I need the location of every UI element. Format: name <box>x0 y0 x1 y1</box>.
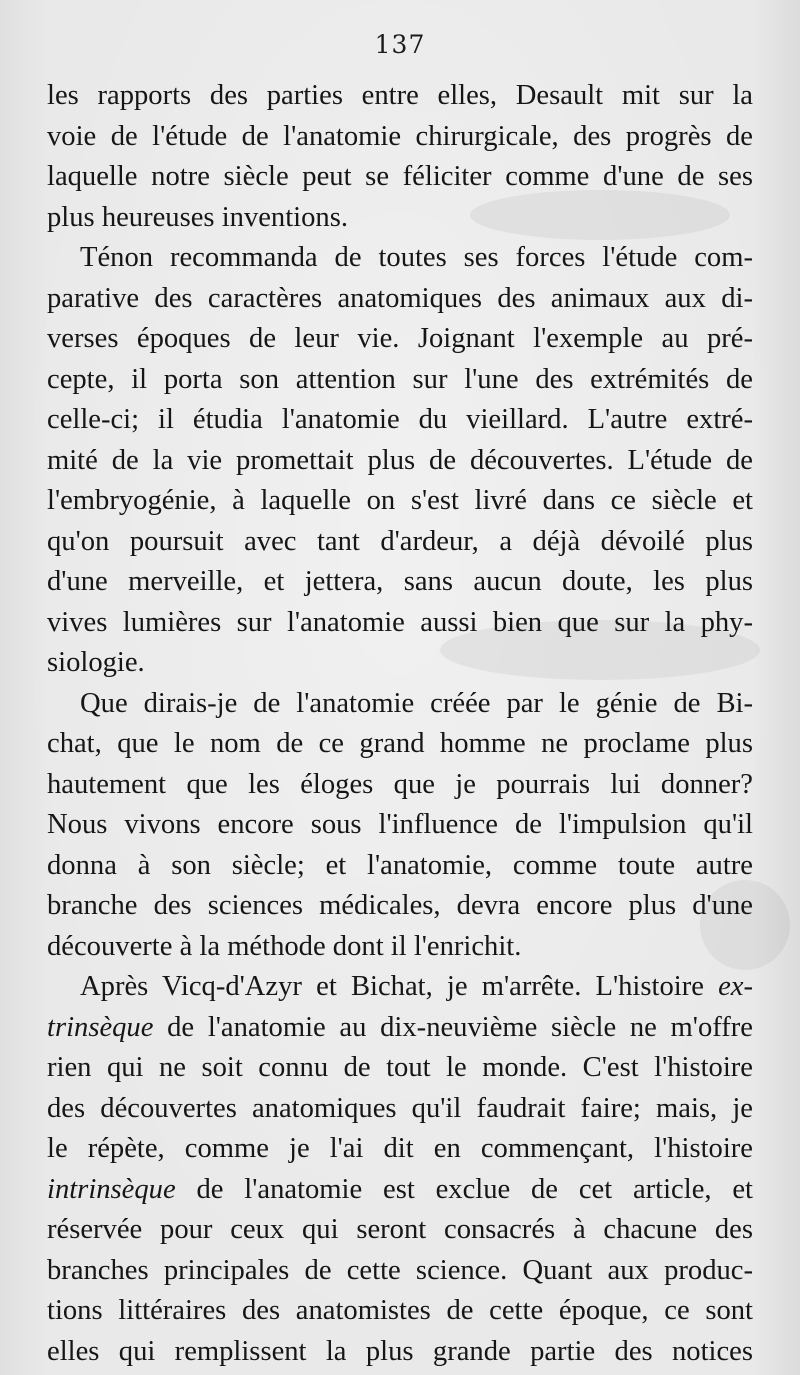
text-segment: de l'anatomie est exclue de cet article, et <box>175 1173 753 1205</box>
paragraph-start-line <box>47 967 753 1008</box>
text-line: réservée pour ceux qui seront consacrés à chacune des <box>47 1214 753 1245</box>
text-line: voie de l'étude de l'anatomie chirurgicale, des progrès de <box>47 120 753 152</box>
text-line: cepte, il porta son attention sur l'une des extrémités de <box>47 363 753 395</box>
text-line: celle-ci; il étudia l'anatomie du vieillard. L'autre extré- <box>47 404 753 435</box>
paragraph-start-line: Ténon recommanda de toutes ses forces l'étude com- <box>80 242 753 273</box>
text-line: rien qui ne soit connu de tout le monde. C'est l'histoire <box>47 1052 753 1083</box>
text-line: branche des sciences médicales, devra encore plus d'une <box>47 890 753 921</box>
text-line: l'embryogénie, à laquelle on s'est livré dans ce siècle et <box>47 485 753 516</box>
italic-term: trinsèque <box>47 1011 154 1043</box>
text-line: des découvertes anatomiques qu'il faudrait faire; mais, je <box>47 1092 753 1124</box>
text-line: découverte à la méthode dont il l'enrichit. <box>47 930 522 962</box>
text-line: siologie. <box>47 647 145 678</box>
text-line: hautement que les éloges que je pourrais lui donner? <box>47 768 753 800</box>
text-line: donna à son siècle; et l'anatomie, comme toute autre <box>47 849 753 881</box>
text-line <box>47 1008 753 1049</box>
text-line: plus heureuses inventions. <box>47 201 348 233</box>
text-line: elles qui remplissent la plus grande partie des notices <box>47 1335 753 1367</box>
italic-term: intrinsèque <box>47 1173 176 1205</box>
text-segment: Après Vicq-d'Azyr et Bichat, je m'arrête. L'histoire <box>80 971 719 1002</box>
text-line: les rapports des parties entre elles, Desault mit sur la <box>47 80 753 111</box>
body-text <box>47 76 753 1372</box>
text-line: branches principales de cette science. Quant aux produc- <box>47 1254 753 1286</box>
page-number: 137 <box>374 30 426 59</box>
text-segment: de l'anatomie au dix-neuvième siècle ne m'offre <box>153 1011 753 1043</box>
text-line: qu'on poursuit avec tant d'ardeur, a déjà dévoilé plus <box>47 525 753 557</box>
paragraph-start-line: Que dirais-je de l'anatomie créée par le génie de Bi- <box>80 687 753 719</box>
text-line: d'une merveille, et jettera, sans aucun doute, les plus <box>47 566 753 597</box>
text-line: mité de la vie promettait plus de découvertes. L'étude de <box>47 444 753 476</box>
text-line: verses époques de leur vie. Joignant l'exemple au pré- <box>47 323 753 354</box>
text-line <box>47 1170 753 1211</box>
text-line: vives lumières sur l'anatomie aussi bien que sur la phy- <box>47 606 753 638</box>
text-line: laquelle notre siècle peut se féliciter comme d'une de ses <box>47 161 753 192</box>
text-line: parative des caractères anatomiques des animaux aux di- <box>47 282 753 314</box>
text-line: Nous vivons encore sous l'influence de l'impulsion qu'il <box>47 809 753 840</box>
text-line: tions littéraires des anatomistes de cette époque, ce sont <box>47 1295 753 1326</box>
text-line: chat, que le nom de ce grand homme ne proclame plus <box>47 728 753 759</box>
italic-term: ex- <box>718 971 753 1002</box>
text-line: le répète, comme je l'ai dit en commençant, l'histoire <box>47 1133 753 1164</box>
